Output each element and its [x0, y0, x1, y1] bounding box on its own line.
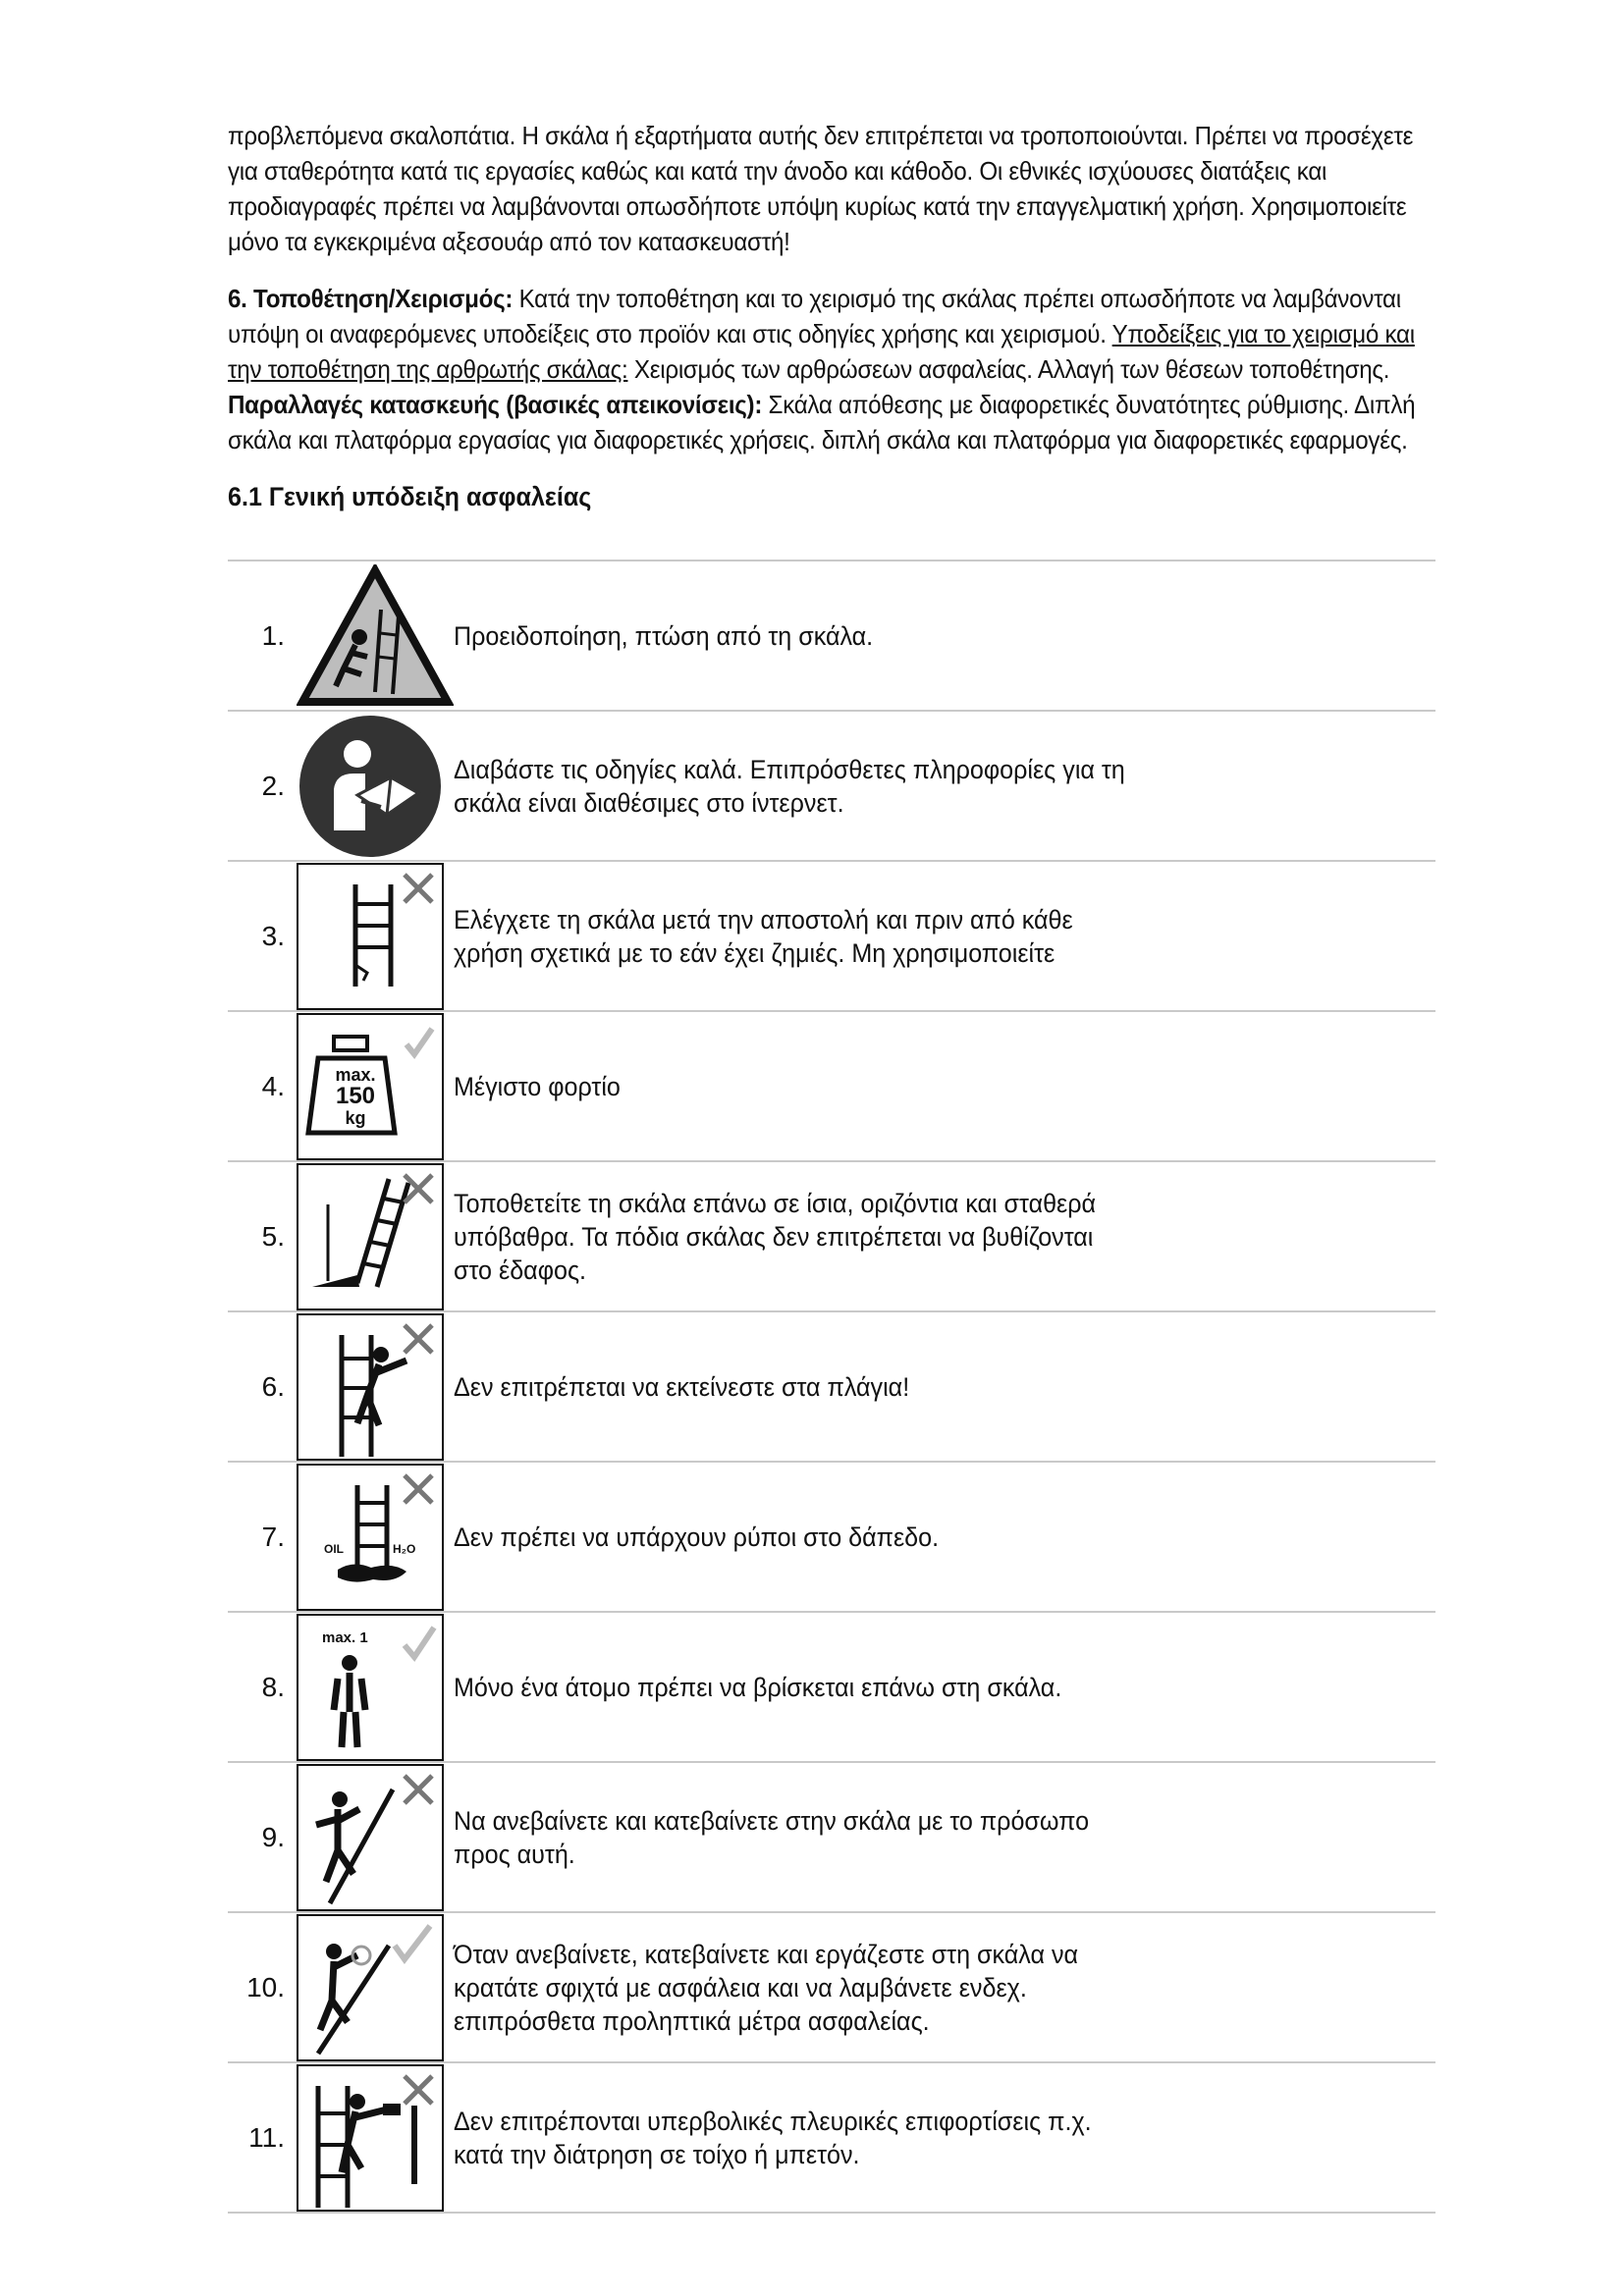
read-manual-icon: [297, 713, 444, 860]
table-row: [228, 711, 1435, 861]
oil-label: OIL: [324, 1541, 344, 1556]
max-load-icon: [297, 1013, 444, 1160]
variants-heading: Παραλλαγές κατασκευής (βασικές απεικονίσεις):: [228, 390, 763, 419]
table-row: [228, 1912, 1435, 2062]
row-text: Τοποθετείτε τη σκάλα επάνω σε ίσια, οριζόντια και σταθερά υπόβαθρα. Τα πόδια σκάλας δεν επιτρέπεται να βυθίζονται στο έδαφος.: [454, 1188, 1097, 1285]
max-label: max.: [335, 1064, 376, 1085]
row-number: 5.: [261, 1220, 285, 1252]
paragraph-1: προβλεπόμενα σκαλοπάτια. Η σκάλα ή εξαρτήματα αυτής δεν επιτρέπεται να τροποποιούνται. Πρέπει να προσέχετε για σταθερότητα κατά τις εργασίες καθώς και κατά την άνοδο και κάθοδο. Οι εθνικές ισχύουσες διατάξεις και προδιαγραφές πρέπει να λαμβάνονται οπωσδήποτε υπόψη κυρίως κατά την επαγγελματική χρήση. Χρησιμοποιείτε μόνο τα εγκεκριμένα αξεσουάρ από τον κατασκευαστή!: [228, 121, 1414, 256]
hold-firmly-icon: [297, 1914, 444, 2061]
row-text: Δεν πρέπει να υπάρχουν ρύποι στο δάπεδο.: [454, 1522, 940, 1552]
load-unit: kg: [345, 1107, 366, 1128]
document-body: [228, 118, 1435, 528]
row-text: Διαβάστε τις οδηγίες καλά. Επιπρόσθετες πληροφορίες για τη σκάλα είναι διαθέσιμες στο ίντερνετ.: [454, 754, 1125, 818]
section-6-1-heading: 6.1 Γενική υπόδειξη ασφαλείας: [228, 482, 592, 511]
safety-table: [228, 560, 1435, 2214]
one-person-icon: [297, 1614, 444, 1761]
row-number: 11.: [248, 2121, 285, 2153]
hinweis-link-text: Υποδείξεις για το χειρισμό και την τοποθέτηση της αρθρωτής σκάλας:: [228, 319, 1415, 384]
section-6-heading: 6. Τοποθέτηση/Χειρισμός:: [228, 284, 514, 313]
table-row: [228, 1462, 1435, 1612]
paragraph-2: 6. Τοποθέτηση/Χειρισμός: Κατά την τοποθέτηση και το χειρισμό της σκάλας πρέπει οπωσδήποτε να λαμβάνονται υπόψη οι αναφερόμενες υποδείξεις στο προϊόν και στις οδηγίες χρήσης και χειρισμού. Υποδείξεις για το χειρισμό και την τοποθέτηση της αρθρωτής σκάλας: Χειρισμός των αρθρώσεων ασφαλείας. Αλλαγή των θέσεων τοποθέτησης. Παραλλαγές κατασκευής (βασικές απεικονίσεις): Σκάλα απόθεσης με διαφορετικές δυνατότητες ρύθμισης. Διπλή σκάλα και πλατφόρμα εργασίας για διαφορετικές χρήσεις. διπλή σκάλα και πλατφόρμα για διαφορετικές εφαρμογές.: [228, 284, 1416, 454]
row-text: Ελέγχετε τη σκάλα μετά την αποστολή και πριν από κάθε χρήση σχετικά με το εάν έχει ζημιές. Μη χρησιμοποιείτε: [454, 904, 1073, 968]
water-label: H₂O: [393, 1541, 416, 1556]
overreach-icon: [297, 1313, 444, 1461]
climb-facing-icon: [297, 1764, 444, 1911]
table-row: [228, 1762, 1435, 1912]
row-number: 3.: [261, 920, 285, 951]
row-text: Μέγιστο φορτίο: [454, 1071, 621, 1101]
row-text: Μόνο ένα άτομο πρέπει να βρίσκεται επάνω στη σκάλα.: [454, 1672, 1062, 1702]
table-row: [228, 1612, 1435, 1762]
table-row: [228, 1161, 1435, 1311]
max-persons-label: max. 1: [322, 1629, 368, 1646]
fall-warning-icon: [297, 564, 454, 708]
dirty-floor-icon: [297, 1464, 444, 1611]
row-text: Δεν επιτρέπεται να εκτείνεστε στα πλάγια!: [454, 1371, 910, 1402]
row-number: 8.: [261, 1671, 285, 1702]
table-row: [228, 861, 1435, 1011]
row-number: 9.: [261, 1821, 285, 1852]
row-number: 4.: [261, 1070, 285, 1101]
row-number: 7.: [261, 1521, 285, 1552]
uneven-ground-icon: [297, 1163, 444, 1310]
load-value: 150: [335, 1082, 376, 1109]
row-text: Δεν επιτρέπονται υπερβολικές πλευρικές επιφορτίσεις π.χ. κατά την διάτρηση σε τοίχο ή μπετόν.: [454, 2106, 1092, 2169]
row-number: 6.: [261, 1370, 285, 1402]
row-number: 2.: [261, 770, 285, 801]
damaged-ladder-icon: [297, 863, 444, 1010]
row-text: Προειδοποίηση, πτώση από τη σκάλα.: [454, 620, 874, 651]
table-row: [228, 1011, 1435, 1161]
row-number: 10.: [246, 1971, 285, 2002]
row-text: Όταν ανεβαίνετε, κατεβαίνετε και εργάζεστε στη σκάλα να κρατάτε σφιχτά με ασφάλεια και να λαμβάνετε ενδεχ. επιπρόσθετα προληπτικά μέτρα ασφαλείας.: [454, 1939, 1079, 2036]
table-row: [228, 2062, 1435, 2213]
table-row: [228, 1311, 1435, 1462]
row-text: Να ανεβαίνετε και κατεβαίνετε στην σκάλα με το πρόσωπο προς αυτή.: [454, 1805, 1090, 1869]
table-row: [228, 561, 1435, 711]
side-load-icon: [297, 2064, 444, 2212]
row-number: 1.: [261, 619, 285, 651]
